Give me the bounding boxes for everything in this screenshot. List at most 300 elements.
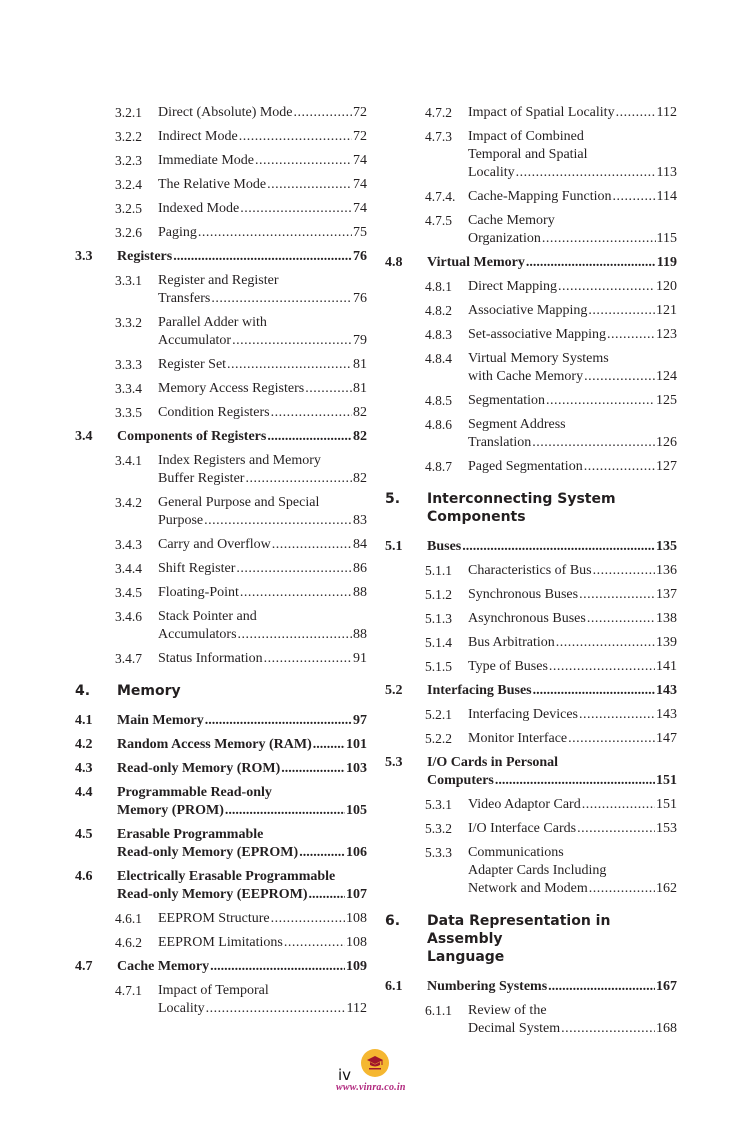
page-ref: 75 <box>353 225 367 240</box>
entry-title: Main Memory <box>117 713 204 728</box>
page-ref: 103 <box>346 761 367 776</box>
entry-line <box>468 844 677 862</box>
page-ref: 121 <box>656 303 677 318</box>
entry-body <box>468 730 677 748</box>
entry-body <box>117 760 367 778</box>
entry-title: I/O Cards in Personal <box>427 755 559 770</box>
entry-body <box>158 584 367 602</box>
entry-number: 3.4.6 <box>115 609 142 624</box>
entry-line <box>158 128 367 146</box>
page-ref: 105 <box>346 803 367 818</box>
dot-leader <box>210 958 345 976</box>
chapter-heading <box>75 682 367 700</box>
entry-line <box>117 784 367 802</box>
entry-line <box>468 326 677 344</box>
entry-line <box>468 862 677 880</box>
toc-subsection[interactable] <box>75 536 367 554</box>
entry-title: Register and Register <box>158 273 279 288</box>
toc-subsection[interactable] <box>75 314 367 350</box>
entry-title: Numbering Systems <box>427 979 548 994</box>
entry-body <box>158 934 367 952</box>
toc-section[interactable] <box>75 760 367 778</box>
entry-title: Electrically Erasable Programmable <box>117 869 336 884</box>
page-ref: 127 <box>656 459 677 474</box>
toc-section[interactable] <box>75 736 367 754</box>
entry-body <box>468 796 677 814</box>
entry-line <box>468 278 677 296</box>
entry-line <box>468 350 677 368</box>
page-ref: 115 <box>656 231 677 246</box>
page-ref: 82 <box>353 471 367 486</box>
dot-leader <box>612 188 655 206</box>
entry-title: Bus Arbitration <box>468 635 555 650</box>
entry-line <box>468 212 677 230</box>
graduation-cap-icon <box>366 1055 384 1071</box>
entry-body <box>158 314 367 350</box>
entry-line <box>427 754 677 772</box>
toc-subsection[interactable] <box>75 650 367 668</box>
entry-body <box>158 152 367 170</box>
entry-title: Paged Segmentation <box>468 459 583 474</box>
page-ref: 139 <box>656 635 677 650</box>
entry-title: Virtual Memory <box>427 255 525 270</box>
toc-subsection[interactable] <box>385 562 677 580</box>
entry-number: 3.3.4 <box>115 381 142 396</box>
toc-subsection[interactable] <box>75 128 367 146</box>
entry-title: Locality <box>468 165 515 180</box>
entry-title: Paging <box>158 225 197 240</box>
toc-subsection[interactable] <box>75 224 367 242</box>
page-ref: 151 <box>656 773 677 788</box>
entry-number: 3.2.4 <box>115 177 142 192</box>
entry-number: 4.8.7 <box>425 459 452 474</box>
entry-line <box>158 404 367 422</box>
entry-number: 3.4.3 <box>115 537 142 552</box>
dot-leader <box>607 326 655 344</box>
entry-line <box>158 626 367 644</box>
entry-title: Purpose <box>158 513 204 528</box>
entry-title: Computers <box>427 773 494 788</box>
entry-number: 5. <box>385 491 401 507</box>
entry-line <box>468 730 677 748</box>
entry-line <box>468 706 677 724</box>
entry-title: Temporal and Spatial <box>468 147 588 162</box>
entry-title: Impact of Combined <box>468 129 584 144</box>
page-ref: 74 <box>353 153 367 168</box>
toc-subsection[interactable] <box>75 104 367 122</box>
dot-leader <box>561 1020 655 1038</box>
toc-subsection[interactable] <box>385 104 677 122</box>
entry-line <box>468 104 677 122</box>
entry-body <box>158 104 367 122</box>
dot-leader <box>616 104 656 122</box>
toc-subsection[interactable] <box>75 152 367 170</box>
toc-subsection[interactable] <box>385 392 677 410</box>
chapter-heading <box>385 490 677 526</box>
toc-subsection[interactable] <box>75 272 367 308</box>
entry-body <box>158 494 367 530</box>
page-ref: 167 <box>656 979 677 994</box>
toc-subsection[interactable] <box>385 586 677 604</box>
entry-number: 3.3.3 <box>115 357 142 372</box>
toc-section[interactable] <box>75 958 367 976</box>
entry-line <box>117 844 367 862</box>
entry-line <box>468 302 677 320</box>
toc-subsection[interactable] <box>385 820 677 838</box>
entry-body <box>158 272 367 308</box>
entry-line <box>468 658 677 676</box>
entry-body <box>468 188 677 206</box>
entry-line <box>158 332 367 350</box>
entry-line <box>468 416 677 434</box>
entry-number: 5.3.2 <box>425 821 452 836</box>
dot-leader <box>587 610 655 628</box>
page-ref: 143 <box>656 707 677 722</box>
page-ref: 168 <box>656 1021 677 1036</box>
entry-line <box>468 1020 677 1038</box>
entry-line <box>158 314 367 332</box>
toc-subsection[interactable] <box>385 416 677 452</box>
entry-line <box>117 958 367 976</box>
page-ref: 81 <box>353 357 367 372</box>
entry-line <box>468 820 677 838</box>
entry-title: Buffer Register <box>158 471 245 486</box>
entry-title: Components of Registers <box>117 429 267 444</box>
entry-body <box>158 560 367 578</box>
page-ref: 82 <box>353 405 367 420</box>
entry-line <box>427 682 677 700</box>
dot-leader <box>271 910 345 928</box>
dot-leader <box>240 200 352 218</box>
toc-section[interactable] <box>385 682 677 700</box>
toc-subsection[interactable] <box>385 706 677 724</box>
entry-body <box>468 586 677 604</box>
toc-section[interactable] <box>385 754 677 790</box>
website-link[interactable]: www.vinra.co.in <box>336 1082 406 1093</box>
page-ref: 108 <box>346 935 367 950</box>
dot-leader <box>589 880 655 898</box>
entry-line <box>468 562 677 580</box>
toc-subsection[interactable] <box>75 356 367 374</box>
entry-body <box>117 682 367 700</box>
page-ref: 126 <box>656 435 677 450</box>
entry-number: 5.1.4 <box>425 635 452 650</box>
toc-subsection[interactable] <box>385 1002 677 1038</box>
entry-line <box>427 254 677 272</box>
entry-line <box>117 826 367 844</box>
toc-subsection[interactable] <box>385 278 677 296</box>
entry-title: Interconnecting System <box>427 491 616 507</box>
entry-line <box>117 868 367 886</box>
entry-line <box>158 512 367 530</box>
page-ref: 137 <box>656 587 677 602</box>
toc-subsection[interactable] <box>385 326 677 344</box>
dot-leader <box>206 1000 346 1018</box>
entry-title: Data Representation in Assembly <box>427 913 611 947</box>
dot-leader <box>205 712 352 730</box>
entry-line <box>117 886 367 904</box>
dot-leader <box>284 934 345 952</box>
toc-subsection[interactable] <box>385 658 677 676</box>
entry-number: 4.3 <box>75 761 93 776</box>
entry-number: 3.2.5 <box>115 201 142 216</box>
entry-title: Locality <box>158 1001 205 1016</box>
entry-title: Network and Modem <box>468 881 588 896</box>
toc-subsection[interactable] <box>385 610 677 628</box>
entry-body <box>117 428 367 446</box>
entry-body <box>158 356 367 374</box>
page-ref: 108 <box>346 911 367 926</box>
toc-section[interactable] <box>75 826 367 862</box>
toc-section[interactable] <box>385 538 677 556</box>
page-ref: 114 <box>656 189 677 204</box>
toc-subsection[interactable] <box>75 982 367 1018</box>
dot-leader <box>556 634 655 652</box>
entry-title: Buses <box>427 539 462 554</box>
entry-body <box>158 404 367 422</box>
entry-body <box>468 212 677 248</box>
entry-line <box>427 490 677 508</box>
page-ref: 109 <box>346 959 367 974</box>
entry-body <box>468 634 677 652</box>
entry-title: Status Information <box>158 651 263 666</box>
toc-subsection[interactable] <box>385 634 677 652</box>
entry-body <box>427 912 677 966</box>
entry-body <box>158 380 367 398</box>
entry-line <box>468 188 677 206</box>
toc-subsection[interactable] <box>75 200 367 218</box>
entry-number: 4.7 <box>75 959 93 974</box>
entry-title: Monitor Interface <box>468 731 568 746</box>
dot-leader <box>579 706 655 724</box>
entry-body <box>468 1002 677 1038</box>
toc-subsection[interactable] <box>75 934 367 952</box>
entry-title: Transfers <box>158 291 211 306</box>
page-ref: 147 <box>656 731 677 746</box>
entry-number: 3.3 <box>75 249 93 264</box>
toc-subsection[interactable] <box>385 188 677 206</box>
entry-number: 4.6.1 <box>115 911 142 926</box>
entry-line <box>158 224 367 242</box>
entry-number: 5.3 <box>385 755 403 770</box>
entry-line <box>158 380 367 398</box>
page-ref: 113 <box>656 165 677 180</box>
entry-body <box>427 754 677 790</box>
dot-leader <box>271 404 352 422</box>
entry-title: Programmable Read-only <box>117 785 272 800</box>
entry-body <box>468 844 677 898</box>
toc-subsection[interactable] <box>385 212 677 248</box>
entry-title: Set-associative Mapping <box>468 327 607 342</box>
page-ref: 124 <box>656 369 677 384</box>
entry-line <box>427 772 677 790</box>
entry-line <box>158 452 367 470</box>
entry-title: Indirect Mode <box>158 129 238 144</box>
toc-section[interactable] <box>385 254 677 272</box>
entry-title: Accumulators <box>158 627 237 642</box>
page-ref: 143 <box>656 683 677 698</box>
entry-number: 5.3.1 <box>425 797 452 812</box>
entry-title: Characteristics of Bus <box>468 563 592 578</box>
entry-line <box>158 560 367 578</box>
page-ref: 123 <box>656 327 677 342</box>
entry-line <box>468 1002 677 1020</box>
entry-body <box>468 392 677 410</box>
dot-leader <box>240 584 352 602</box>
entry-number: 3.4.7 <box>115 651 142 666</box>
toc-subsection[interactable] <box>75 560 367 578</box>
entry-line <box>158 152 367 170</box>
page-ref: 97 <box>353 713 367 728</box>
dot-leader <box>549 658 655 676</box>
page-ref: 74 <box>353 177 367 192</box>
page-ref: 136 <box>656 563 677 578</box>
toc-subsection[interactable] <box>75 494 367 530</box>
dot-leader <box>533 682 655 700</box>
entry-title: Indexed Mode <box>158 201 240 216</box>
entry-body <box>468 562 677 580</box>
dot-leader <box>579 586 655 604</box>
toc-subsection[interactable] <box>385 128 677 182</box>
dot-leader <box>593 562 655 580</box>
entry-body <box>468 458 677 476</box>
dot-leader <box>239 128 352 146</box>
entry-number: 4.8.2 <box>425 303 452 318</box>
toc-subsection[interactable] <box>385 730 677 748</box>
entry-line <box>158 290 367 308</box>
entry-line <box>158 910 367 928</box>
page-ref: 76 <box>353 249 367 264</box>
entry-number: 5.2.1 <box>425 707 452 722</box>
page-ref: 107 <box>346 887 367 902</box>
entry-body <box>468 820 677 838</box>
entry-body <box>158 452 367 488</box>
toc-subsection[interactable] <box>385 844 677 898</box>
entry-number: 4.8.5 <box>425 393 452 408</box>
entry-title: Type of Buses <box>468 659 548 674</box>
entry-number: 3.4.4 <box>115 561 142 576</box>
dot-leader <box>255 152 352 170</box>
dot-leader <box>204 512 352 530</box>
toc-subsection[interactable] <box>75 584 367 602</box>
dot-leader <box>294 104 352 122</box>
dot-leader <box>542 230 656 248</box>
page-ref: 88 <box>353 627 367 642</box>
page-ref: 138 <box>656 611 677 626</box>
dot-leader <box>281 760 345 778</box>
toc-subsection[interactable] <box>385 458 677 476</box>
page-ref: 153 <box>656 821 677 836</box>
entry-line <box>158 494 367 512</box>
entry-body <box>158 128 367 146</box>
toc-subsection[interactable] <box>385 302 677 320</box>
entry-title: Segmentation <box>468 393 545 408</box>
entry-body <box>158 224 367 242</box>
dot-leader <box>299 844 345 862</box>
entry-line <box>158 176 367 194</box>
entry-number: 4.8 <box>385 255 403 270</box>
toc-subsection[interactable] <box>385 350 677 386</box>
page-ref: 120 <box>656 279 677 294</box>
entry-line <box>117 428 367 446</box>
entry-line <box>427 912 677 948</box>
entry-line <box>117 248 367 266</box>
entry-title: Associative Mapping <box>468 303 588 318</box>
toc-section[interactable] <box>75 248 367 266</box>
entry-body <box>468 416 677 452</box>
entry-title: Floating-Point <box>158 585 239 600</box>
entry-title: Memory Access Registers <box>158 381 305 396</box>
page-ref: 84 <box>353 537 367 552</box>
entry-line <box>117 736 367 754</box>
entry-title: Language <box>427 949 505 965</box>
entry-number: 3.4.1 <box>115 453 142 468</box>
dot-leader <box>238 626 352 644</box>
entry-title: Read-only Memory (ROM) <box>117 761 281 776</box>
entry-body <box>468 658 677 676</box>
entry-title: Carry and Overflow <box>158 537 271 552</box>
entry-number: 4.7.2 <box>425 105 452 120</box>
entry-title: Random Access Memory (RAM) <box>117 737 312 752</box>
entry-title: Interfacing Buses <box>427 683 532 698</box>
toc-section[interactable] <box>385 978 677 996</box>
entry-title: Asynchronous Buses <box>468 611 586 626</box>
dot-leader <box>588 302 655 320</box>
toc-subsection[interactable] <box>75 608 367 644</box>
entry-line <box>158 200 367 218</box>
entry-body <box>117 826 367 862</box>
page-number: iv <box>338 1066 352 1084</box>
dot-leader <box>582 796 655 814</box>
entry-number: 5.3.3 <box>425 845 452 860</box>
entry-title: Video Adaptor Card <box>468 797 581 812</box>
entry-body <box>158 982 367 1018</box>
page-ref: 91 <box>353 651 367 666</box>
entry-title: Adapter Cards Including <box>468 863 607 878</box>
entry-line <box>468 634 677 652</box>
toc-subsection[interactable] <box>75 404 367 422</box>
entry-number: 4.7.5 <box>425 213 452 228</box>
toc-subsection[interactable] <box>75 452 367 488</box>
page-ref: 72 <box>353 105 367 120</box>
dot-leader <box>577 820 655 838</box>
toc-subsection[interactable] <box>385 796 677 814</box>
entry-line <box>427 978 677 996</box>
entry-title: Review of the <box>468 1003 547 1018</box>
entry-title: Communications <box>468 845 564 860</box>
toc-section[interactable] <box>75 712 367 730</box>
toc-subsection[interactable] <box>75 910 367 928</box>
dot-leader <box>236 560 352 578</box>
dot-leader <box>232 332 352 350</box>
toc-section[interactable] <box>75 428 367 446</box>
entry-number: 4.6.2 <box>115 935 142 950</box>
entry-title: Stack Pointer and <box>158 609 257 624</box>
toc-section[interactable] <box>75 784 367 820</box>
toc-section[interactable] <box>75 868 367 904</box>
entry-line <box>427 508 677 526</box>
entry-number: 3.2.3 <box>115 153 142 168</box>
entry-body <box>427 978 677 996</box>
dot-leader <box>198 224 352 242</box>
entry-line <box>468 610 677 628</box>
entry-title: Impact of Spatial Locality <box>468 105 615 120</box>
page-ref: 72 <box>353 129 367 144</box>
toc-subsection[interactable] <box>75 176 367 194</box>
toc-subsection[interactable] <box>75 380 367 398</box>
entry-number: 5.1 <box>385 539 403 554</box>
dot-leader <box>584 368 655 386</box>
